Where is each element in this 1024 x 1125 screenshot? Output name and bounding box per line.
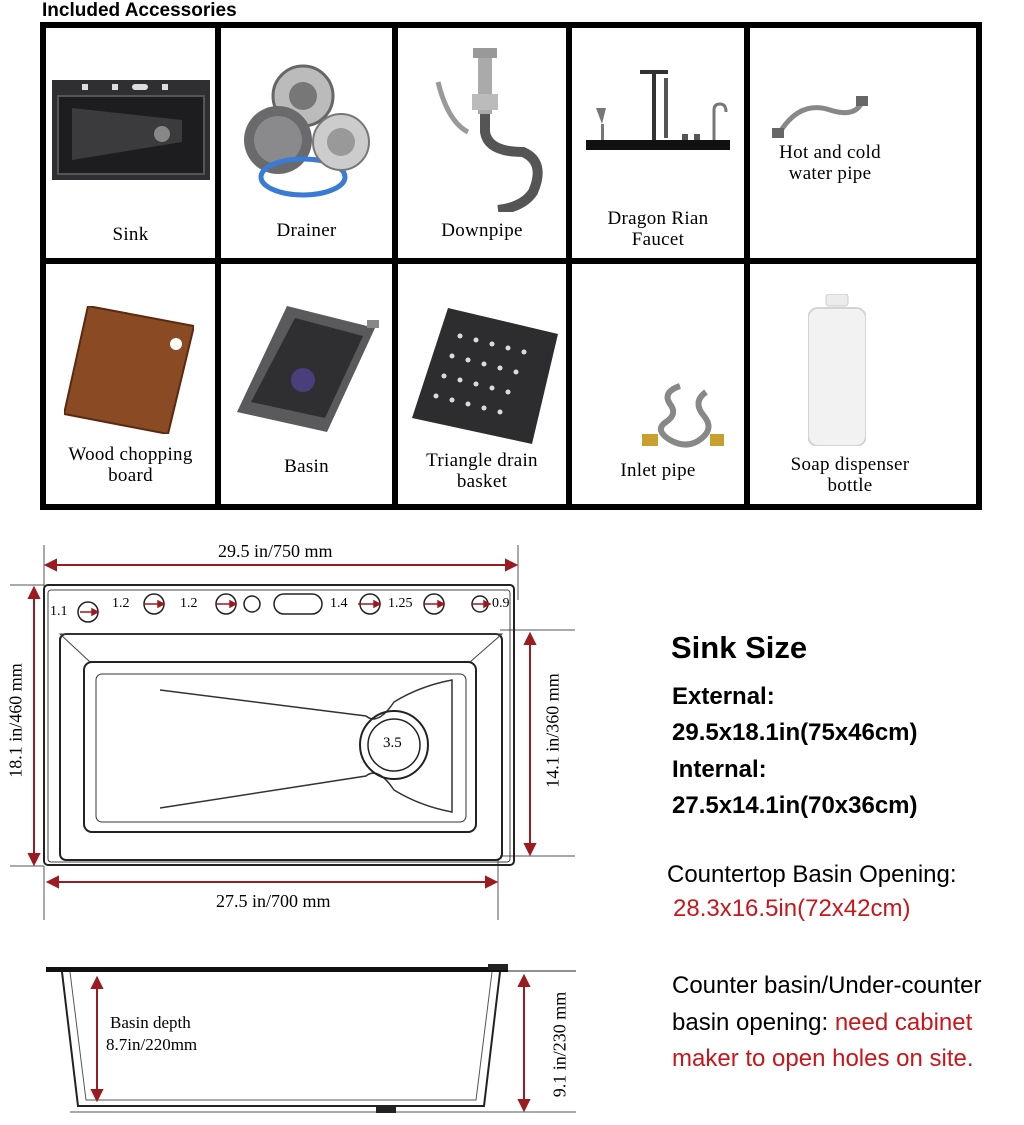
hole-label: 1.25: [388, 596, 413, 611]
dimension-left-height: 18.1 in/460 mm: [5, 663, 26, 778]
hole-label: 1.1: [50, 604, 68, 619]
soap-bottle-icon: [808, 294, 866, 446]
accessory-label: Triangle drain: [426, 450, 538, 471]
dimension-bottom-width: 27.5 in/700 mm: [216, 891, 331, 911]
dimension-right-height: 14.1 in/360 mm: [542, 673, 563, 788]
inlet-pipe-icon: [640, 382, 730, 454]
note-line-2-red: need cabinet: [834, 1009, 973, 1036]
accessory-sink: [46, 28, 215, 258]
accessory-label: Downpipe: [441, 220, 523, 241]
countertop-label: Countertop Basin Opening:: [667, 861, 957, 888]
faucet-icon: [586, 68, 730, 158]
note-line-3: maker to open holes on site.: [672, 1045, 974, 1072]
sink-size-title: Sink Size: [671, 630, 808, 665]
basin-icon: [231, 300, 383, 432]
hole-label: 1.2: [180, 596, 198, 611]
accessory-label: Wood chopping: [68, 444, 193, 465]
accessory-drain-basket: [398, 264, 566, 504]
accessory-water-pipe: [750, 28, 976, 258]
accessory-label: Inlet pipe: [620, 460, 696, 481]
basin-depth-value: 8.7in/220mm: [106, 1035, 198, 1054]
accessories-heading: Included Accessories: [42, 0, 237, 21]
cutting-board-icon: [64, 306, 194, 434]
accessory-label: Dragon Rian: [607, 208, 709, 229]
drain-diameter-label: 3.5: [383, 735, 402, 751]
accessory-label: Hot and cold: [779, 142, 881, 163]
accessory-inlet-pipe: [572, 264, 744, 504]
accessory-label: board: [108, 465, 153, 486]
hose-icon: [770, 92, 870, 142]
accessories-grid: [40, 22, 982, 510]
basin-depth-label: Basin depth: [110, 1013, 191, 1032]
accessory-downpipe: [398, 28, 566, 258]
accessory-drainer: [221, 28, 392, 258]
note-line-2-black: basin opening:: [672, 1009, 829, 1036]
accessory-label: Basin: [284, 456, 329, 477]
drainer-icon: [243, 62, 373, 202]
downpipe-icon: [428, 42, 548, 212]
hole-label: 1.4: [330, 596, 348, 611]
accessory-label: water pipe: [788, 163, 872, 184]
internal-value: 27.5x14.1in(70x36cm): [672, 792, 918, 819]
sink-top-view-diagram: [0, 530, 580, 1119]
accessory-label: basket: [456, 471, 508, 492]
dimension-side-height: 9.1 in/230 mm: [549, 991, 570, 1098]
note-line-1: Counter basin/Under-counter: [672, 972, 982, 999]
accessory-label: Drainer: [276, 220, 337, 241]
external-value: 29.5x18.1in(75x46cm): [672, 719, 918, 746]
accessory-label: Sink: [112, 224, 149, 245]
sink-icon: [52, 80, 210, 180]
countertop-value: 28.3x16.5in(72x42cm): [673, 895, 911, 922]
internal-label: Internal:: [672, 756, 767, 783]
accessory-soap-bottle: [750, 264, 976, 504]
accessory-label: Faucet: [631, 229, 685, 250]
accessory-label: bottle: [827, 475, 873, 496]
external-label: External:: [672, 683, 775, 710]
accessory-faucet: [572, 28, 744, 258]
accessory-chopping-board: [46, 264, 215, 504]
note-line-2: [672, 1006, 972, 1040]
hole-label: 0.9: [492, 596, 510, 611]
hole-label: 1.2: [112, 596, 130, 611]
dimension-top-width: 29.5 in/750 mm: [218, 541, 333, 561]
accessory-basin: [221, 264, 392, 504]
drain-basket-icon: [412, 306, 558, 444]
accessory-label: Soap dispenser: [790, 454, 910, 475]
